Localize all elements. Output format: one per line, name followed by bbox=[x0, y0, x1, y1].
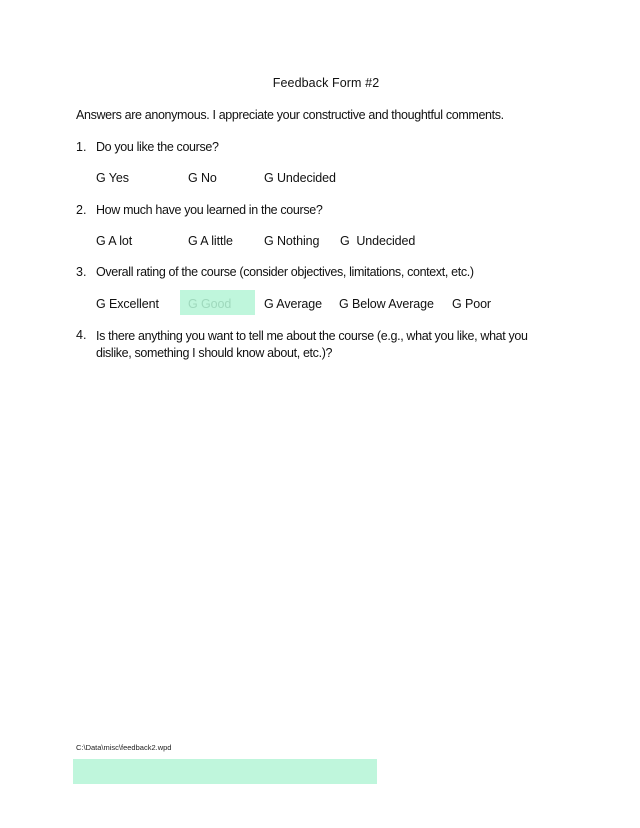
file-path: C:\Data\misc\feedback2.wpd bbox=[76, 743, 172, 752]
q2-option-a-lot[interactable]: G A lot bbox=[96, 234, 133, 248]
form-title: Feedback Form #2 bbox=[272, 76, 380, 90]
question-1-text: Do you like the course? bbox=[96, 140, 219, 154]
q2-option-nothing[interactable]: G Nothing bbox=[264, 234, 320, 248]
q3-option-below-average[interactable]: G Below Average bbox=[339, 297, 434, 311]
intro-text: Answers are anonymous. I appreciate your constructive and thoughtful comments. bbox=[76, 108, 504, 122]
question-4-number: 4. bbox=[76, 328, 87, 342]
question-4-text: Is there anything you want to tell me about the course (e.g., what you like, what you dislike, something I should know about, etc.)? bbox=[96, 329, 528, 360]
q2-option-a-little[interactable]: G A little bbox=[188, 234, 233, 248]
question-1-number: 1. bbox=[76, 140, 87, 154]
question-3-number: 3. bbox=[76, 265, 87, 279]
q3-option-excellent[interactable]: G Excellent bbox=[96, 297, 159, 311]
question-3-text: Overall rating of the course (consider objectives, limitations, context, etc.) bbox=[96, 265, 474, 279]
q1-option-yes[interactable]: G Yes bbox=[96, 171, 129, 185]
footer-highlight-bar bbox=[73, 759, 377, 784]
q3-option-poor[interactable]: G Poor bbox=[452, 297, 491, 311]
q1-option-undecided[interactable]: G Undecided bbox=[264, 171, 336, 185]
q1-option-no[interactable]: G No bbox=[188, 171, 217, 185]
q3-option-good[interactable]: G Good bbox=[188, 297, 232, 311]
question-2-number: 2. bbox=[76, 203, 87, 217]
q3-option-average[interactable]: G Average bbox=[264, 297, 322, 311]
question-2-text: How much have you learned in the course? bbox=[96, 203, 323, 217]
q2-option-undecided[interactable]: G Undecided bbox=[340, 234, 416, 248]
